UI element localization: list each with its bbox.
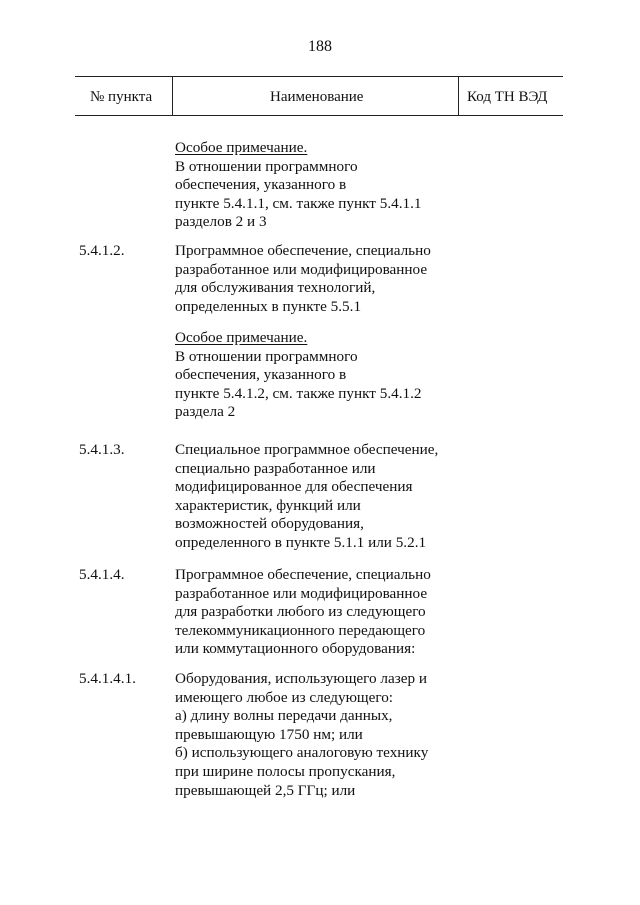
note-line: пункте 5.4.1.1, см. также пункт 5.4.1.1 bbox=[175, 194, 422, 212]
note-line: В отношении программного bbox=[175, 157, 358, 175]
item-number: 5.4.1.4.1. bbox=[79, 670, 136, 687]
item-number: 5.4.1.4. bbox=[79, 566, 125, 583]
note-line: В отношении программного bbox=[175, 347, 358, 365]
item-line: возможностей оборудования, bbox=[175, 515, 364, 533]
item-line: для разработки любого из следующего bbox=[175, 603, 426, 621]
note-line: раздела 2 bbox=[175, 403, 236, 421]
item-line: Оборудования, использующего лазер и bbox=[175, 670, 427, 687]
item-line: характеристик, функций или bbox=[175, 496, 361, 514]
item-line: Программное обеспечение, специально bbox=[175, 566, 431, 583]
item-line: модифицированное для обеспечения bbox=[175, 478, 413, 496]
special-note-5-4-1-1 bbox=[175, 139, 422, 232]
header-divider-1 bbox=[172, 76, 173, 115]
note-line: разделов 2 и 3 bbox=[175, 213, 267, 231]
item-line: разработанное или модифицированное bbox=[175, 260, 428, 278]
item-text-5-4-1-4-1 bbox=[175, 670, 428, 800]
item-line: разработанное или модифицированное bbox=[175, 584, 428, 602]
note-line: пункте 5.4.1.2, см. также пункт 5.4.1.2 bbox=[175, 384, 422, 402]
header-col-number: № пункта bbox=[90, 89, 153, 105]
item-number: 5.4.1.2. bbox=[79, 242, 125, 259]
item-line: Специальное программное обеспечение, bbox=[175, 441, 439, 458]
page-number: 188 bbox=[308, 38, 332, 55]
note-line: обеспечения, указанного в bbox=[175, 176, 347, 194]
note-line: обеспечения, указанного в bbox=[175, 366, 347, 384]
note-heading: Особое примечание. bbox=[175, 329, 308, 346]
note-heading: Особое примечание. bbox=[175, 139, 308, 156]
item-line: или коммутационного оборудования: bbox=[175, 640, 416, 658]
item-line: а) длину волны передачи данных, bbox=[175, 707, 393, 725]
header-col-name: Наименование bbox=[270, 89, 364, 105]
item-line: имеющего любое из следующего: bbox=[175, 688, 394, 706]
item-line: определенных в пункте 5.5.1 bbox=[175, 297, 362, 315]
item-line: превышающую 1750 нм; или bbox=[175, 725, 363, 743]
header-divider-2 bbox=[458, 76, 459, 115]
header-bottom-rule bbox=[75, 115, 563, 116]
item-line: Программное обеспечение, специально bbox=[175, 242, 431, 259]
header-col-code: Код ТН ВЭД bbox=[467, 89, 548, 105]
item-line: телекоммуникационного передающего bbox=[175, 621, 426, 639]
special-note-5-4-1-2 bbox=[175, 329, 422, 422]
item-line: определенного в пункте 5.1.1 или 5.2.1 bbox=[175, 533, 427, 551]
item-text-5-4-1-3 bbox=[175, 441, 438, 553]
item-line: при ширине полосы пропускания, bbox=[175, 762, 396, 780]
item-text-5-4-1-4 bbox=[175, 566, 431, 659]
item-line: б) использующего аналоговую технику bbox=[175, 744, 429, 762]
item-line: специально разработанное или bbox=[175, 459, 376, 477]
item-text-5-4-1-2 bbox=[175, 242, 431, 316]
item-number: 5.4.1.3. bbox=[79, 441, 125, 458]
item-line: превышающей 2,5 ГГц; или bbox=[175, 781, 356, 799]
item-line: для обслуживания технологий, bbox=[175, 279, 376, 297]
header-top-rule bbox=[75, 76, 563, 77]
